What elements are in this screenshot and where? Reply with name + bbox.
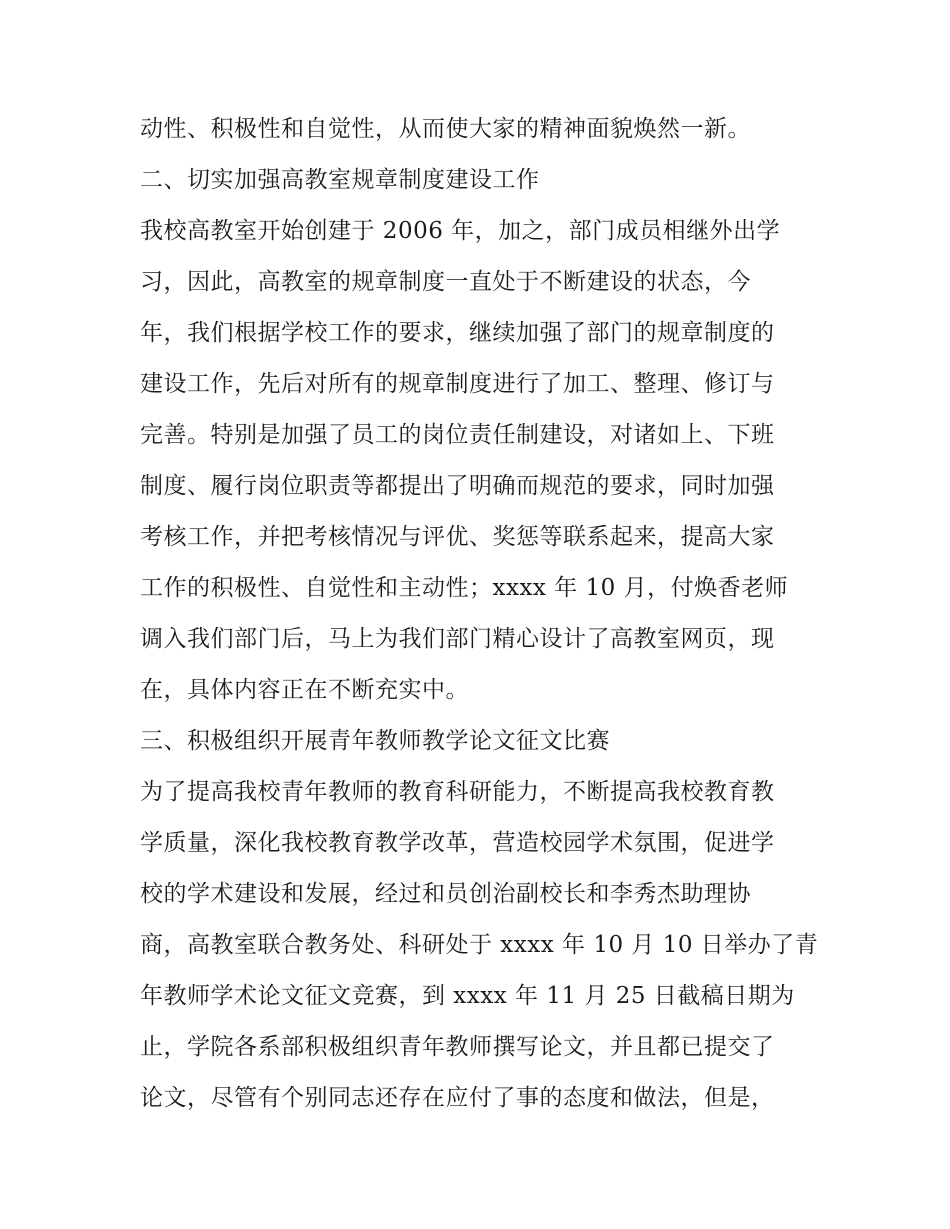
paragraph-line: 商，高教室联合教务处、科研处于 xxxx 年 10 月 10 日举办了青: [140, 932, 819, 958]
paragraph-line: 校的学术建设和发展，经过和员创治副校长和李秀杰助理协: [140, 881, 751, 907]
paragraph-line: 建设工作，先后对所有的规章制度进行了加工、整理、修订与: [140, 371, 775, 397]
paragraph-line: 止，学院各系部积极组织青年教师撰写论文，并且都已提交了: [140, 1034, 775, 1060]
section-heading: 二、切实加强高教室规章制度建设工作: [140, 167, 540, 193]
paragraph-line: 工作的积极性、自觉性和主动性；xxxx 年 10 月，付焕香老师: [140, 575, 789, 601]
paragraph-line: 年教师学术论文征文竞赛，到 xxxx 年 11 月 25 日截稿日期为: [140, 983, 795, 1009]
paragraph-line: 为了提高我校青年教师的教育科研能力，不断提高我校教育教: [140, 779, 775, 805]
paragraph-line: 学质量，深化我校教育教学改革，营造校园学术氛围，促进学: [140, 830, 775, 856]
paragraph-line: 考核工作，并把考核情况与评优、奖惩等联系起来，提高大家: [140, 524, 775, 550]
paragraph-line: 调入我们部门后，马上为我们部门精心设计了高教室网页，现: [140, 626, 775, 652]
paragraph-line: 在，具体内容正在不断充实中。: [140, 677, 469, 703]
paragraph-line: 完善。特别是加强了员工的岗位责任制建设，对诸如上、下班: [140, 422, 775, 448]
paragraph-line: 年，我们根据学校工作的要求，继续加强了部门的规章制度的: [140, 320, 775, 346]
paragraph-line: 习，因此，高教室的规章制度一直处于不断建设的状态，今: [140, 269, 751, 295]
paragraph-line: 制度、履行岗位职责等都提出了明确而规范的要求，同时加强: [140, 473, 775, 499]
paragraph-line: 论文，尽管有个别同志还存在应付了事的态度和做法，但是，: [140, 1085, 775, 1111]
section-heading: 三、积极组织开展青年教师教学论文征文比赛: [140, 728, 610, 754]
paragraph-line: 动性、积极性和自觉性，从而使大家的精神面貌焕然一新。: [140, 116, 751, 142]
paragraph-line: 我校高教室开始创建于 2006 年，加之，部门成员相继外出学: [140, 218, 781, 244]
